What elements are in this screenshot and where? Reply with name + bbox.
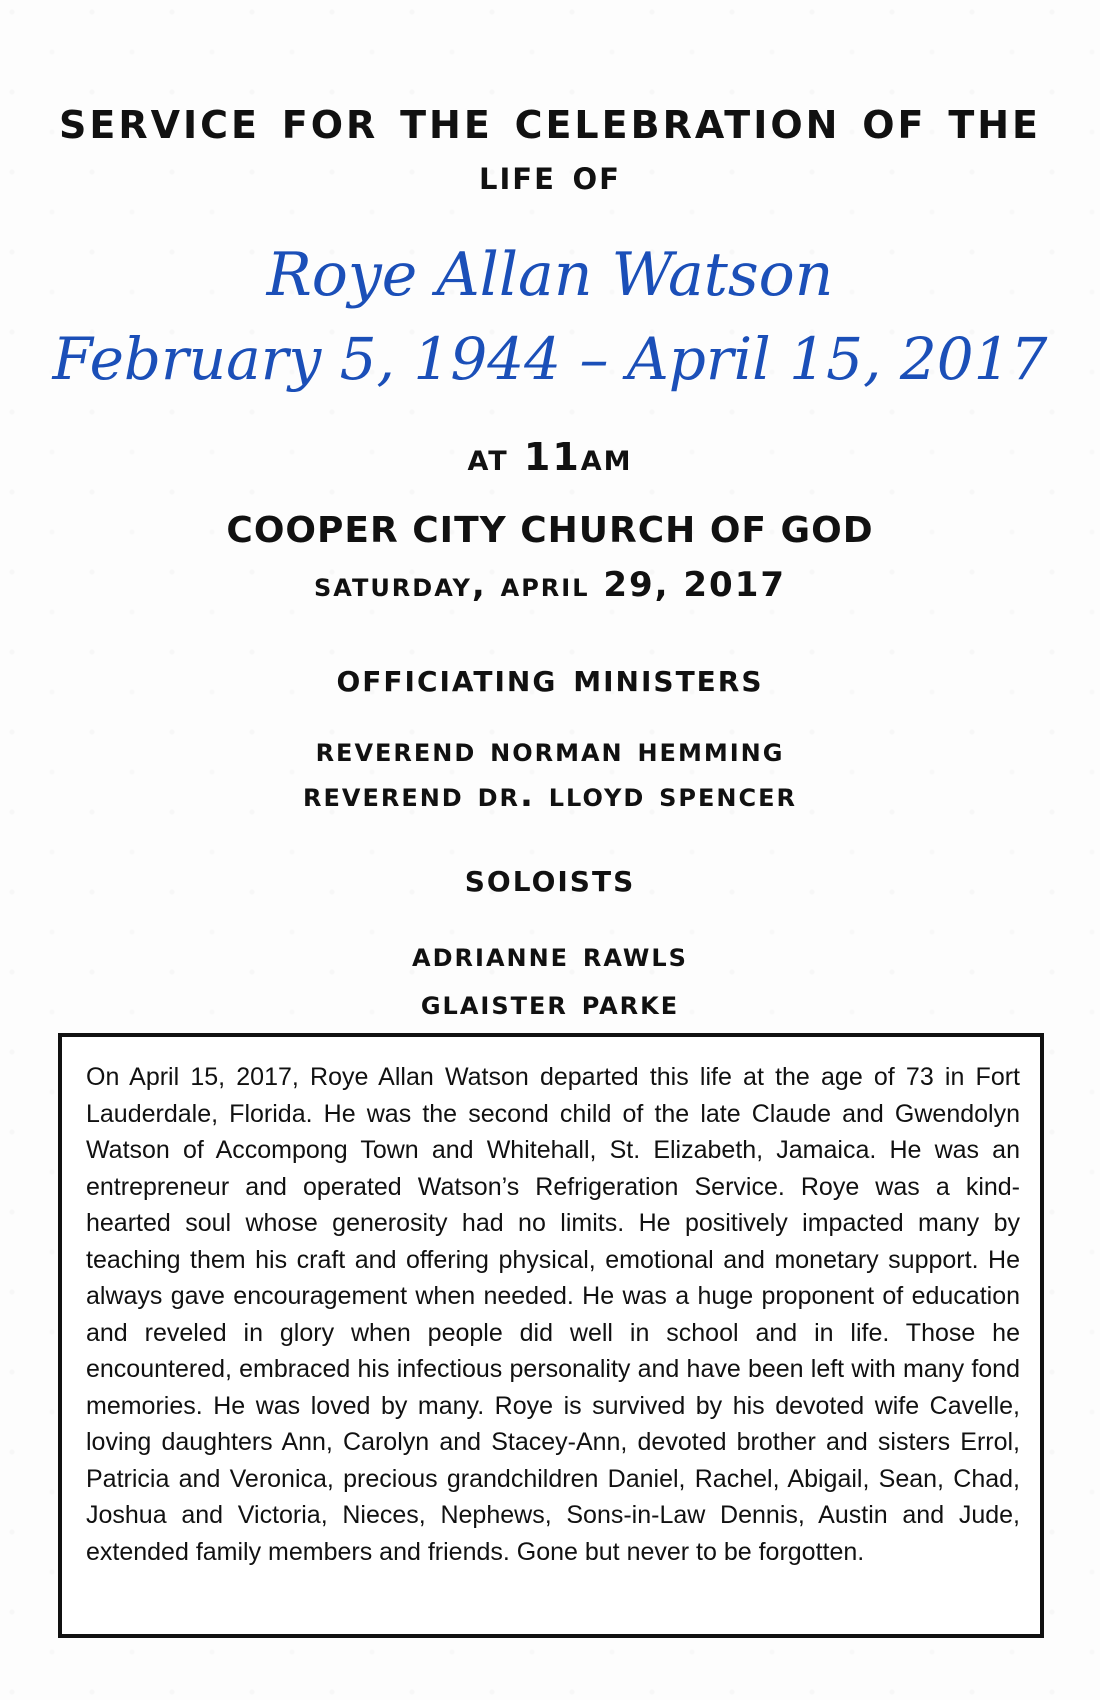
service-date: saturday, april 29, 2017	[313, 565, 787, 605]
obituary-box	[58, 1033, 1044, 1638]
soloist-name: adrianne rawls	[412, 935, 688, 975]
service-venue: COOPER CITY CHURCH OF GOD	[226, 510, 874, 551]
soloists-heading: soloists	[464, 855, 636, 901]
soloist-name: glaister parke	[420, 983, 680, 1023]
obituary-text: On April 15, 2017, Roye Allan Watson departed this life at the age of 73 in Fort Lauderdale, Florida. He was the second child of the late Claude and Gwendolyn Watson of Accompong Town and Whitehall, St. Elizabeth, Jamaica. He was an entrepreneur and operated Watson’s Refrigeration Service. Roye was a kind-hearted soul whose generosity had no limits. He positively impacted many by teaching them his craft and offering physical, emotional and monetary support. He always gave encouragement when needed. He was a huge proponent of education and reveled in glory when people did well in school and in life. Those he encountered, embraced his infectious personality and have been left with many fond memories. He was loved by many. Roye is survived by his devoted wife Cavelle, loving daughters Ann, Carolyn and Stacey-Ann, devoted brother and sisters Errol, Patricia and Veronica, precious grandchildren Daniel, Rachel, Abigail, Sean, Chad, Joshua and Victoria, Nieces, Nephews, Sons-in-Law Dennis, Austin and Jude, extended family members and friends. Gone but never to be forgotten.	[86, 1063, 1020, 1566]
program-title: service for the celebration of the	[59, 88, 1041, 151]
program-title-line2: life of	[479, 150, 621, 199]
minister-name: reverend dr. lloyd spencer	[303, 775, 797, 815]
minister-name: reverend norman hemming	[315, 730, 785, 770]
service-time: at 11am	[467, 435, 633, 479]
deceased-name: Roye Allan Watson	[266, 240, 834, 310]
ministers-heading: officiating ministers	[336, 655, 764, 701]
life-dates: February 5, 1944 – April 15, 2017	[52, 325, 1048, 393]
